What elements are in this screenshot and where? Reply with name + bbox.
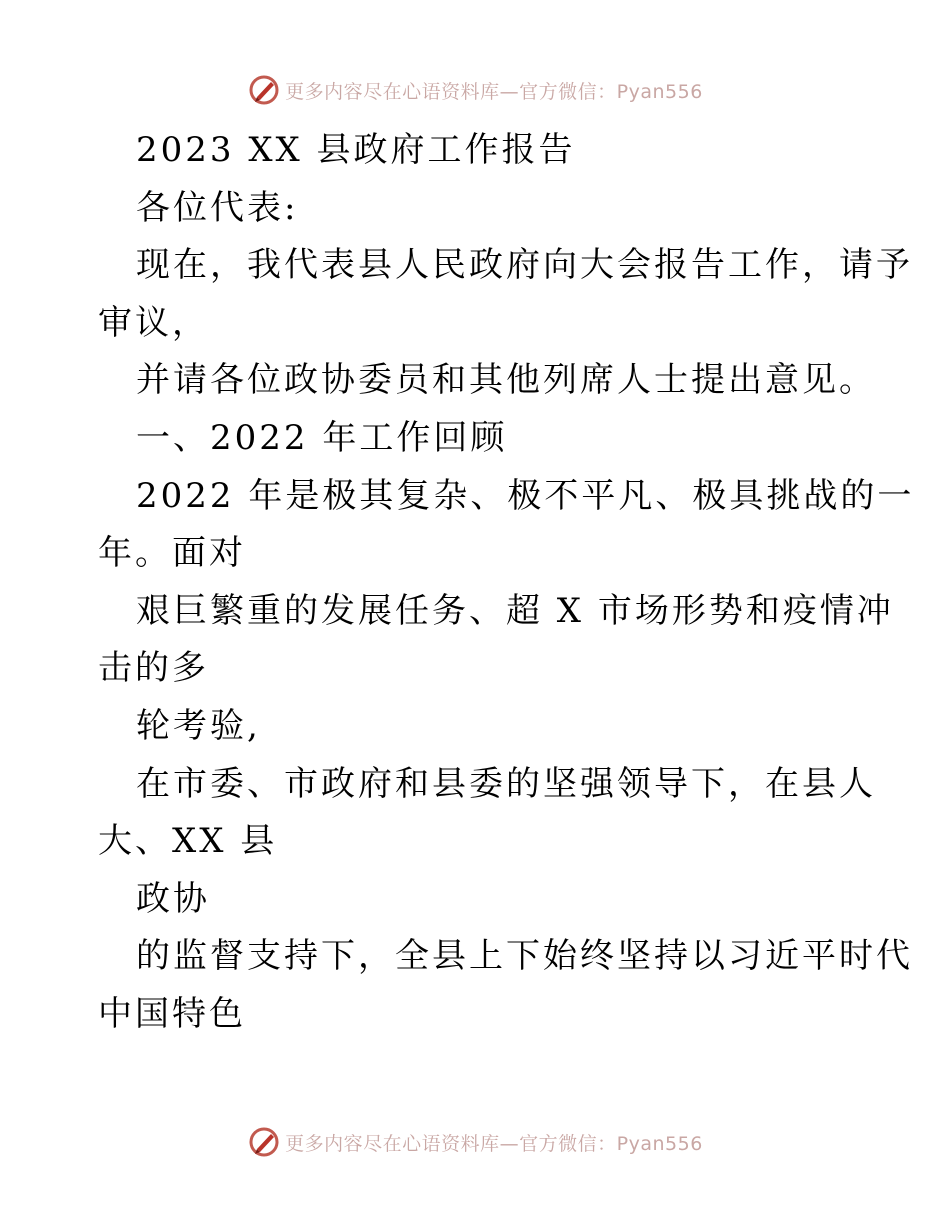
pen-logo-icon [247, 1125, 281, 1159]
paragraph-line: 2022 年是极其复杂、极不平凡、极具挑战的一 [136, 475, 915, 516]
doc-title: 2023 XX 县政府工作报告 [136, 130, 576, 170]
header-watermark [0, 70, 950, 110]
paragraph-line: 年。面对 [98, 533, 246, 574]
paragraph-line: 大、XX 县 [98, 821, 278, 862]
section-heading: 一、2022 年工作回顾 [136, 417, 508, 458]
paragraph-line: 审议， [98, 302, 209, 343]
pen-logo-icon [247, 73, 281, 107]
watermark-text: 更多内容尽在心语资料库—官方微信：Pyan556 [285, 1132, 703, 1155]
paragraph-line: 轮考验, [136, 705, 261, 746]
paragraph-line: 的监督支持下，全县上下始终坚持以习近平时代 [136, 936, 913, 977]
footer-watermark [0, 1122, 950, 1162]
document-body [98, 122, 915, 1044]
paragraph-line: 在市委、市政府和县委的坚强领导下，在县人 [136, 763, 876, 804]
salutation: 各位代表: [136, 187, 299, 228]
paragraph-line: 政协 [136, 878, 210, 919]
paragraph-line: 击的多 [98, 648, 209, 689]
paragraph-line: 现在，我代表县人民政府向大会报告工作，请予 [136, 245, 913, 286]
paragraph-line: 中国特色 [98, 993, 246, 1034]
paragraph-line: 艰巨繁重的发展任务、超 X 市场形势和疫情冲 [136, 590, 894, 631]
paragraph-line: 并请各位政协委员和其他列席人士提出意见。 [136, 360, 876, 401]
watermark-text: 更多内容尽在心语资料库—官方微信：Pyan556 [285, 80, 703, 103]
